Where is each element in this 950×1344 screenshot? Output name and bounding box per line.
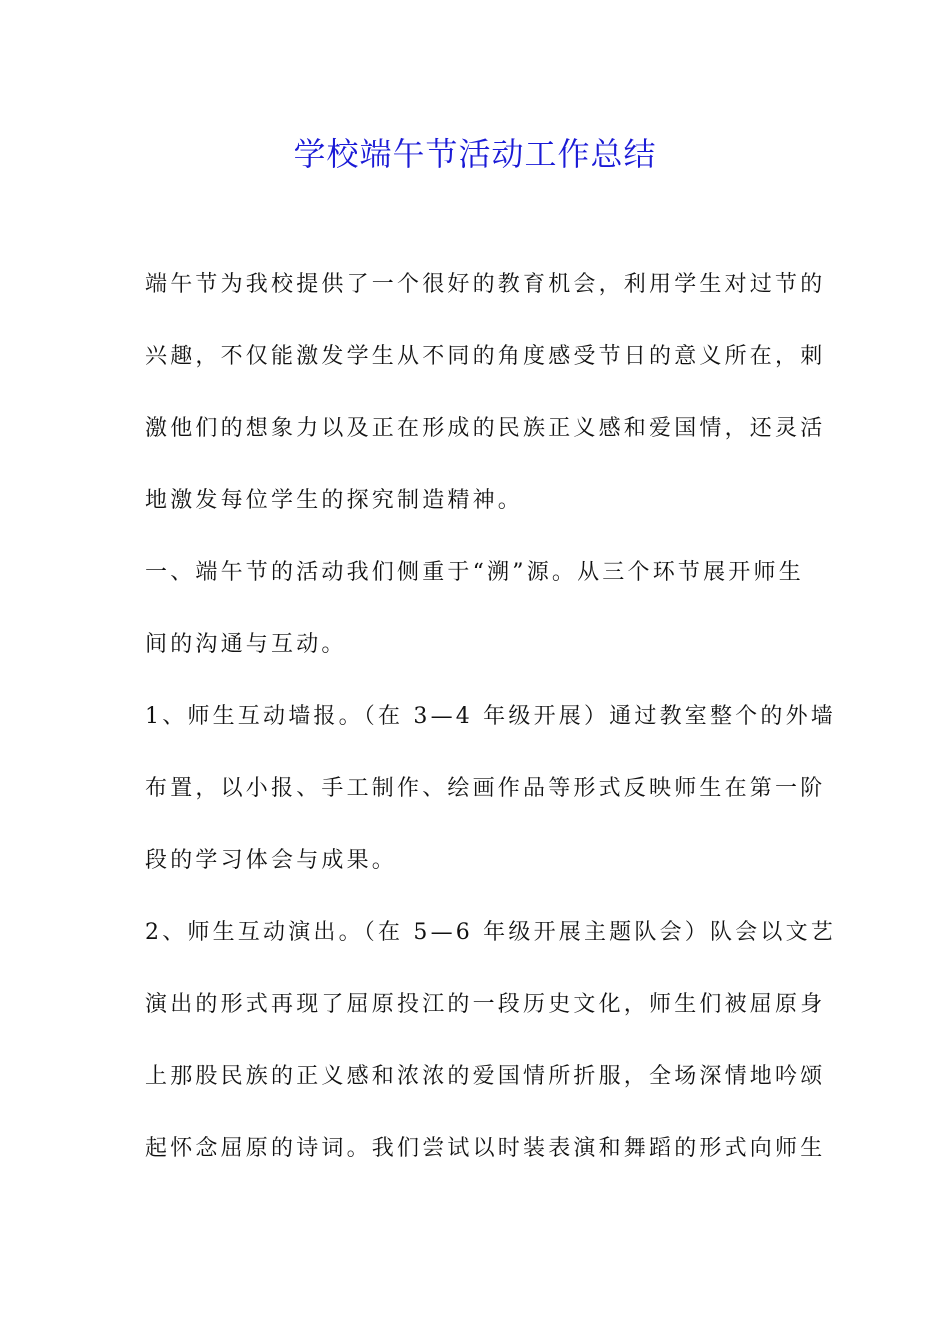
paragraph-line: 1、师生互动墙报。（在 3—4 年级开展）通过教室整个的外墙 bbox=[145, 704, 836, 729]
paragraph-line: 激他们的想象力以及正在形成的民族正义感和爱国情，还灵活 bbox=[145, 416, 826, 441]
paragraph-line: 段的学习体会与成果。 bbox=[145, 848, 398, 873]
paragraph-line: 起怀念屈原的诗词。我们尝试以时装表演和舞蹈的形式向师生 bbox=[145, 1136, 826, 1161]
paragraph-line: 端午节为我校提供了一个很好的教育机会，利用学生对过节的 bbox=[145, 272, 826, 297]
document-title: 学校端午节活动工作总结 bbox=[293, 135, 657, 173]
paragraph-line: 一、端午节的活动我们侧重于“溯”源。从三个环节展开师生 bbox=[145, 560, 804, 585]
paragraph-line: 演出的形式再现了屈原投江的一段历史文化，师生们被屈原身 bbox=[145, 992, 826, 1017]
paragraph-line: 间的沟通与互动。 bbox=[145, 632, 347, 657]
paragraph-line: 上那股民族的正义感和浓浓的爱国情所折服，全场深情地吟颂 bbox=[145, 1064, 826, 1089]
paragraph-line: 2、师生互动演出。（在 5—6 年级开展主题队会）队会以文艺 bbox=[145, 920, 836, 945]
document-body bbox=[145, 260, 836, 1196]
paragraph-line: 兴趣，不仅能激发学生从不同的角度感受节日的意义所在，刺 bbox=[145, 344, 826, 369]
paragraph-line: 布置，以小报、手工制作、绘画作品等形式反映师生在第一阶 bbox=[145, 776, 826, 801]
paragraph-line: 地激发每位学生的探究制造精神。 bbox=[145, 488, 524, 513]
